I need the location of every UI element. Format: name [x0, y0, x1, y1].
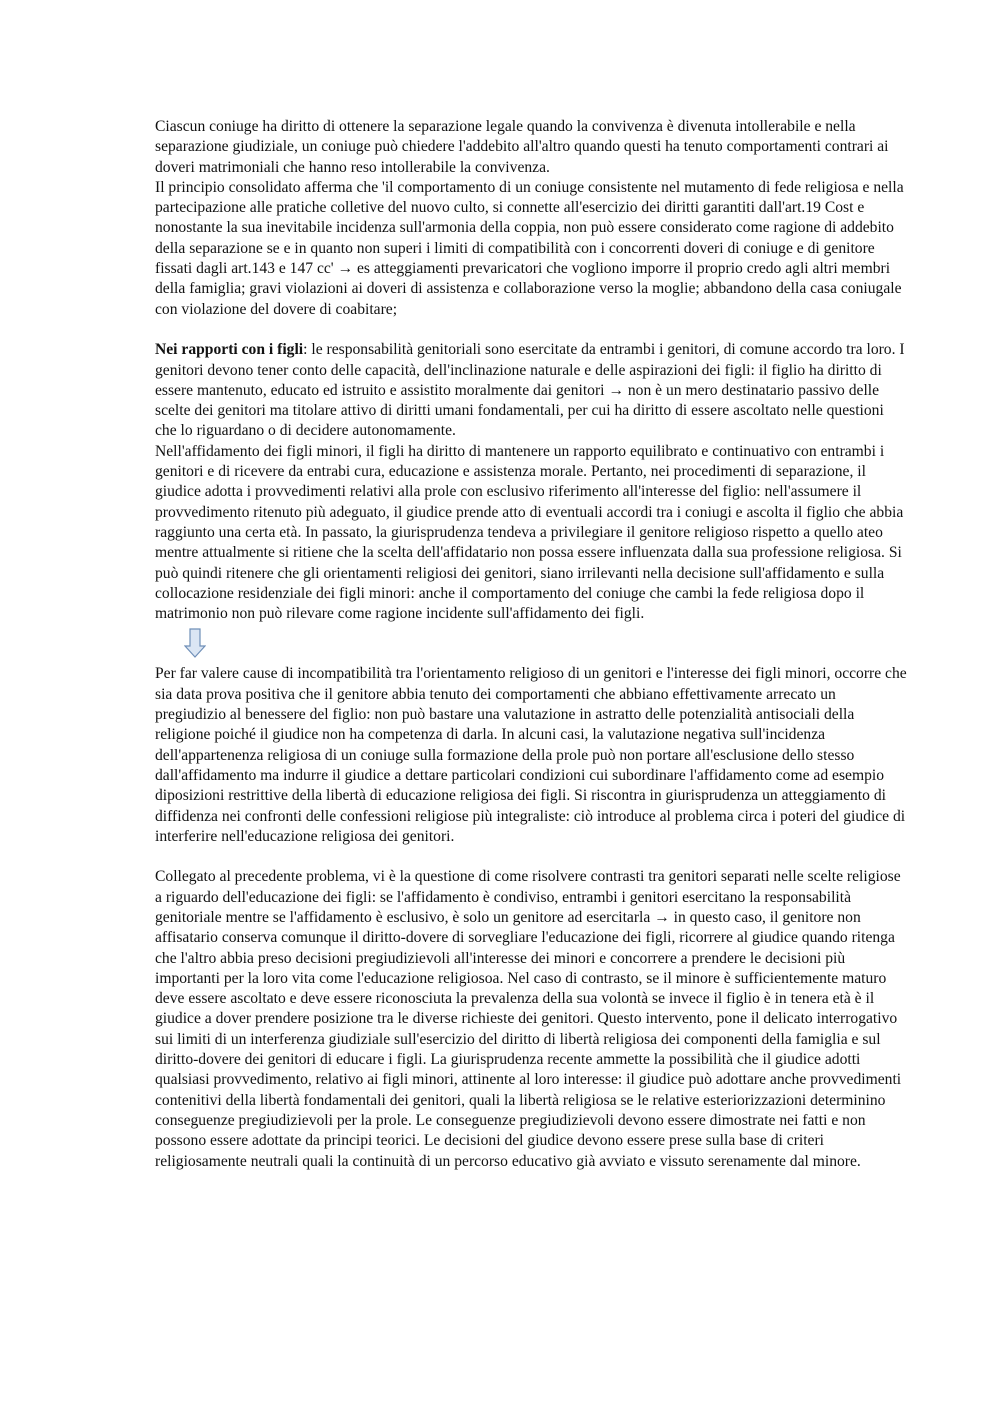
document-page — [155, 117, 907, 1172]
paragraph-principle: Il principio consolidato afferma che 'il comportamento di un coniuge consistente nel mutamento di fede religiosa e nella partecipazione alle pratiche colletive del nuovo culto, si connette all'esercizio dei diritti garantiti dall'art.19 Cost e nonostante la sua inevitabile incidenza sull'armonia della coppia, non può essere considerato come ragione di addebito della separazione se e in quanto non superi i limiti di compatibilità con i concorrenti doveri di coniuge e di genitore fissati dagli art.143 e 147 cc' → es atteggiamenti prevaricatori che vogliono imporre il proprio credo agli altri membri della famiglia; gravi violazioni ai doveri di assistenza e collaborazione verso la moglie; abbandono della casa coniugale con violazione del dovere di coabitare; — [155, 178, 904, 318]
paragraph-incompatibility: Per far valere cause di incompatibilità tra l'orientamento religioso di un genitori e l'interesse dei figli minori, occorre che sia data prova positiva che il genitore abbia tenuto dei comportamenti che abbiano effettivamente arrecato un pregiudizio al benessere del figlio: non può bastare una valutazione in astratto delle potenzialità antisociali della religione poiché il giudice non ha competenza di darla. In alcuni casi, la valutazione negativa sull'incidenza dell'appartenenza religiosa di un coniuge sulla formazione della prole può non portare all'esclusione dello stesso dall'affidamento ma indurre il giudice a dettare particolari condizioni cui subordinare l'affidamento come ad esempio diposizioni restrittive della libertà di educazione religiosa dei figli. Si riscontra in giurisprudenza un atteggiamento di diffidenza nei confronti delle confessioni religiose più integraliste: ciò introduce al problema circa i poteri del giudice di interferire nell'educazione religiosa dei genitori. — [155, 665, 907, 845]
paragraph-custody: Nell'affidamento dei figli minori, il figli ha diritto di mantenere un rapporto equilibrato e continuativo con entrambi i genitori e di ricevere da entrabi cura, educazione e assistenza morale. Pertanto, nei procedimenti di separazione, il giudice adotta i provvedimenti relativi alla prole con esclusivo riferimento all'interesse del figlio: nell'assumere il provvedimento ritenuto più adeguato, il giudice prende atto di eventuali accordi tra i coniugi e ascolta il figlio che abbia raggiunto una certa età. In passato, la giurisprudenza tendeva a privilegiare il genitore religioso rispetto a quello ateo mentre attualmente si ritiene che la scelta dell'affidatario non possa essere influenzata dalla sua professione religiosa. Si può quindi ritenere che gli orientamenti religiosi dei genitori, siano irrilevanti nella decisione sull'affidamento e sulla collocazione residenziale dei figli minori: anche il comportamento del coniuge che cambi la fede religiosa dopo il matrimonio non può rilevare come ragione incidente sull'affidamento dei figli. — [155, 442, 904, 623]
arrow-container — [155, 624, 907, 664]
paragraph-children — [155, 340, 907, 441]
paragraph-children-body: : le responsabilità genitoriali sono esercitate da entrambi i genitori, di comune accordo tra loro. I genitori devono tener conto delle capacità, dell'inclinazione naturale e delle aspirazioni dei figli: il figlio ha diritto di essere mantenuto, educato ed istruito e assistito moralmente dai genitori → non è un mero destinatario passivo delle scelte dei genitori ma titolare attivo di diritti umani fondamentali, per cui ha diritto di essere ascoltato nelle questioni che lo riguardano o di decidere autonomamente. — [155, 341, 905, 440]
paragraph-gap — [155, 847, 907, 867]
paragraph-conflicts: Collegato al precedente problema, vi è la questione di come risolvere contrasti tra genitori separati nelle scelte religiose a riguardo dell'educazione dei figli: se l'affidamento è condiviso, entrambi i genitori esercitano la responsabilità genitoriale mentre se l'affidamento è esclusivo, è solo un genitore ad esercitarla → in questo caso, il genitore non affisatario conserva comunque il diritto-dovere di sorvegliare l'educazione dei figli, ricorrere al giudice quando ritenga che l'altro abbia preso decisioni pregiudizievoli all'interesse dei minori e concorrere a prendere le decisioni più importanti per la loro vita come l'educazione religiosoa. Nel caso di contrasto, se il minore è sufficientemente maturo deve essere ascoltato e deve essere riconosciuta la prevalenza della sua volontà se invece il figlio è in tenera età è il giudice a dover prendere posizione tra le diverse richieste dei genitori. Questo intervento, pone il delicato interrogativo sui limiti di un interferenza giudiziale sull'esercizio del diritto di libertà religiosa dei componenti della famiglia e sul diritto-dovere dei genitori di educare i figli. La giurisprudenza recente ammette la possibilità che il giudice adotti qualsiasi provvedimento, relativo ai figli minori, attinente al loro interesse: il giudice può adottare anche provvedimenti contenitivi della libertà fondamentali dei genitori, quali la libertà religiosa se le relative esteriorizzazioni determinino conseguenze pregiudizievoli per la prole. Le conseguenze pregiudizievoli devono essere dimostrate nei fatti e non possono essere adottate da principi teorici. Le decisioni del giudice devono essere prese sulla base di criteri religiosamente neutrali quali la continuità di un percorso educativo già avviato e vissuto serenamente dal minore. — [155, 868, 902, 1170]
paragraph-separation: Ciascun coniuge ha diritto di ottenere la separazione legale quando la convivenza è divenuta intollerabile e nella separazione giudiziale, un coniuge può chiedere l'addebito all'altro quando questi ha tenuto comportamenti contrari ai doveri matrimoniali che hanno reso intollerabile la convivenza. — [155, 118, 889, 176]
paragraph-gap — [155, 320, 907, 340]
down-arrow-icon — [184, 628, 206, 658]
section-heading-children: Nei rapporti con i figli — [155, 341, 304, 359]
